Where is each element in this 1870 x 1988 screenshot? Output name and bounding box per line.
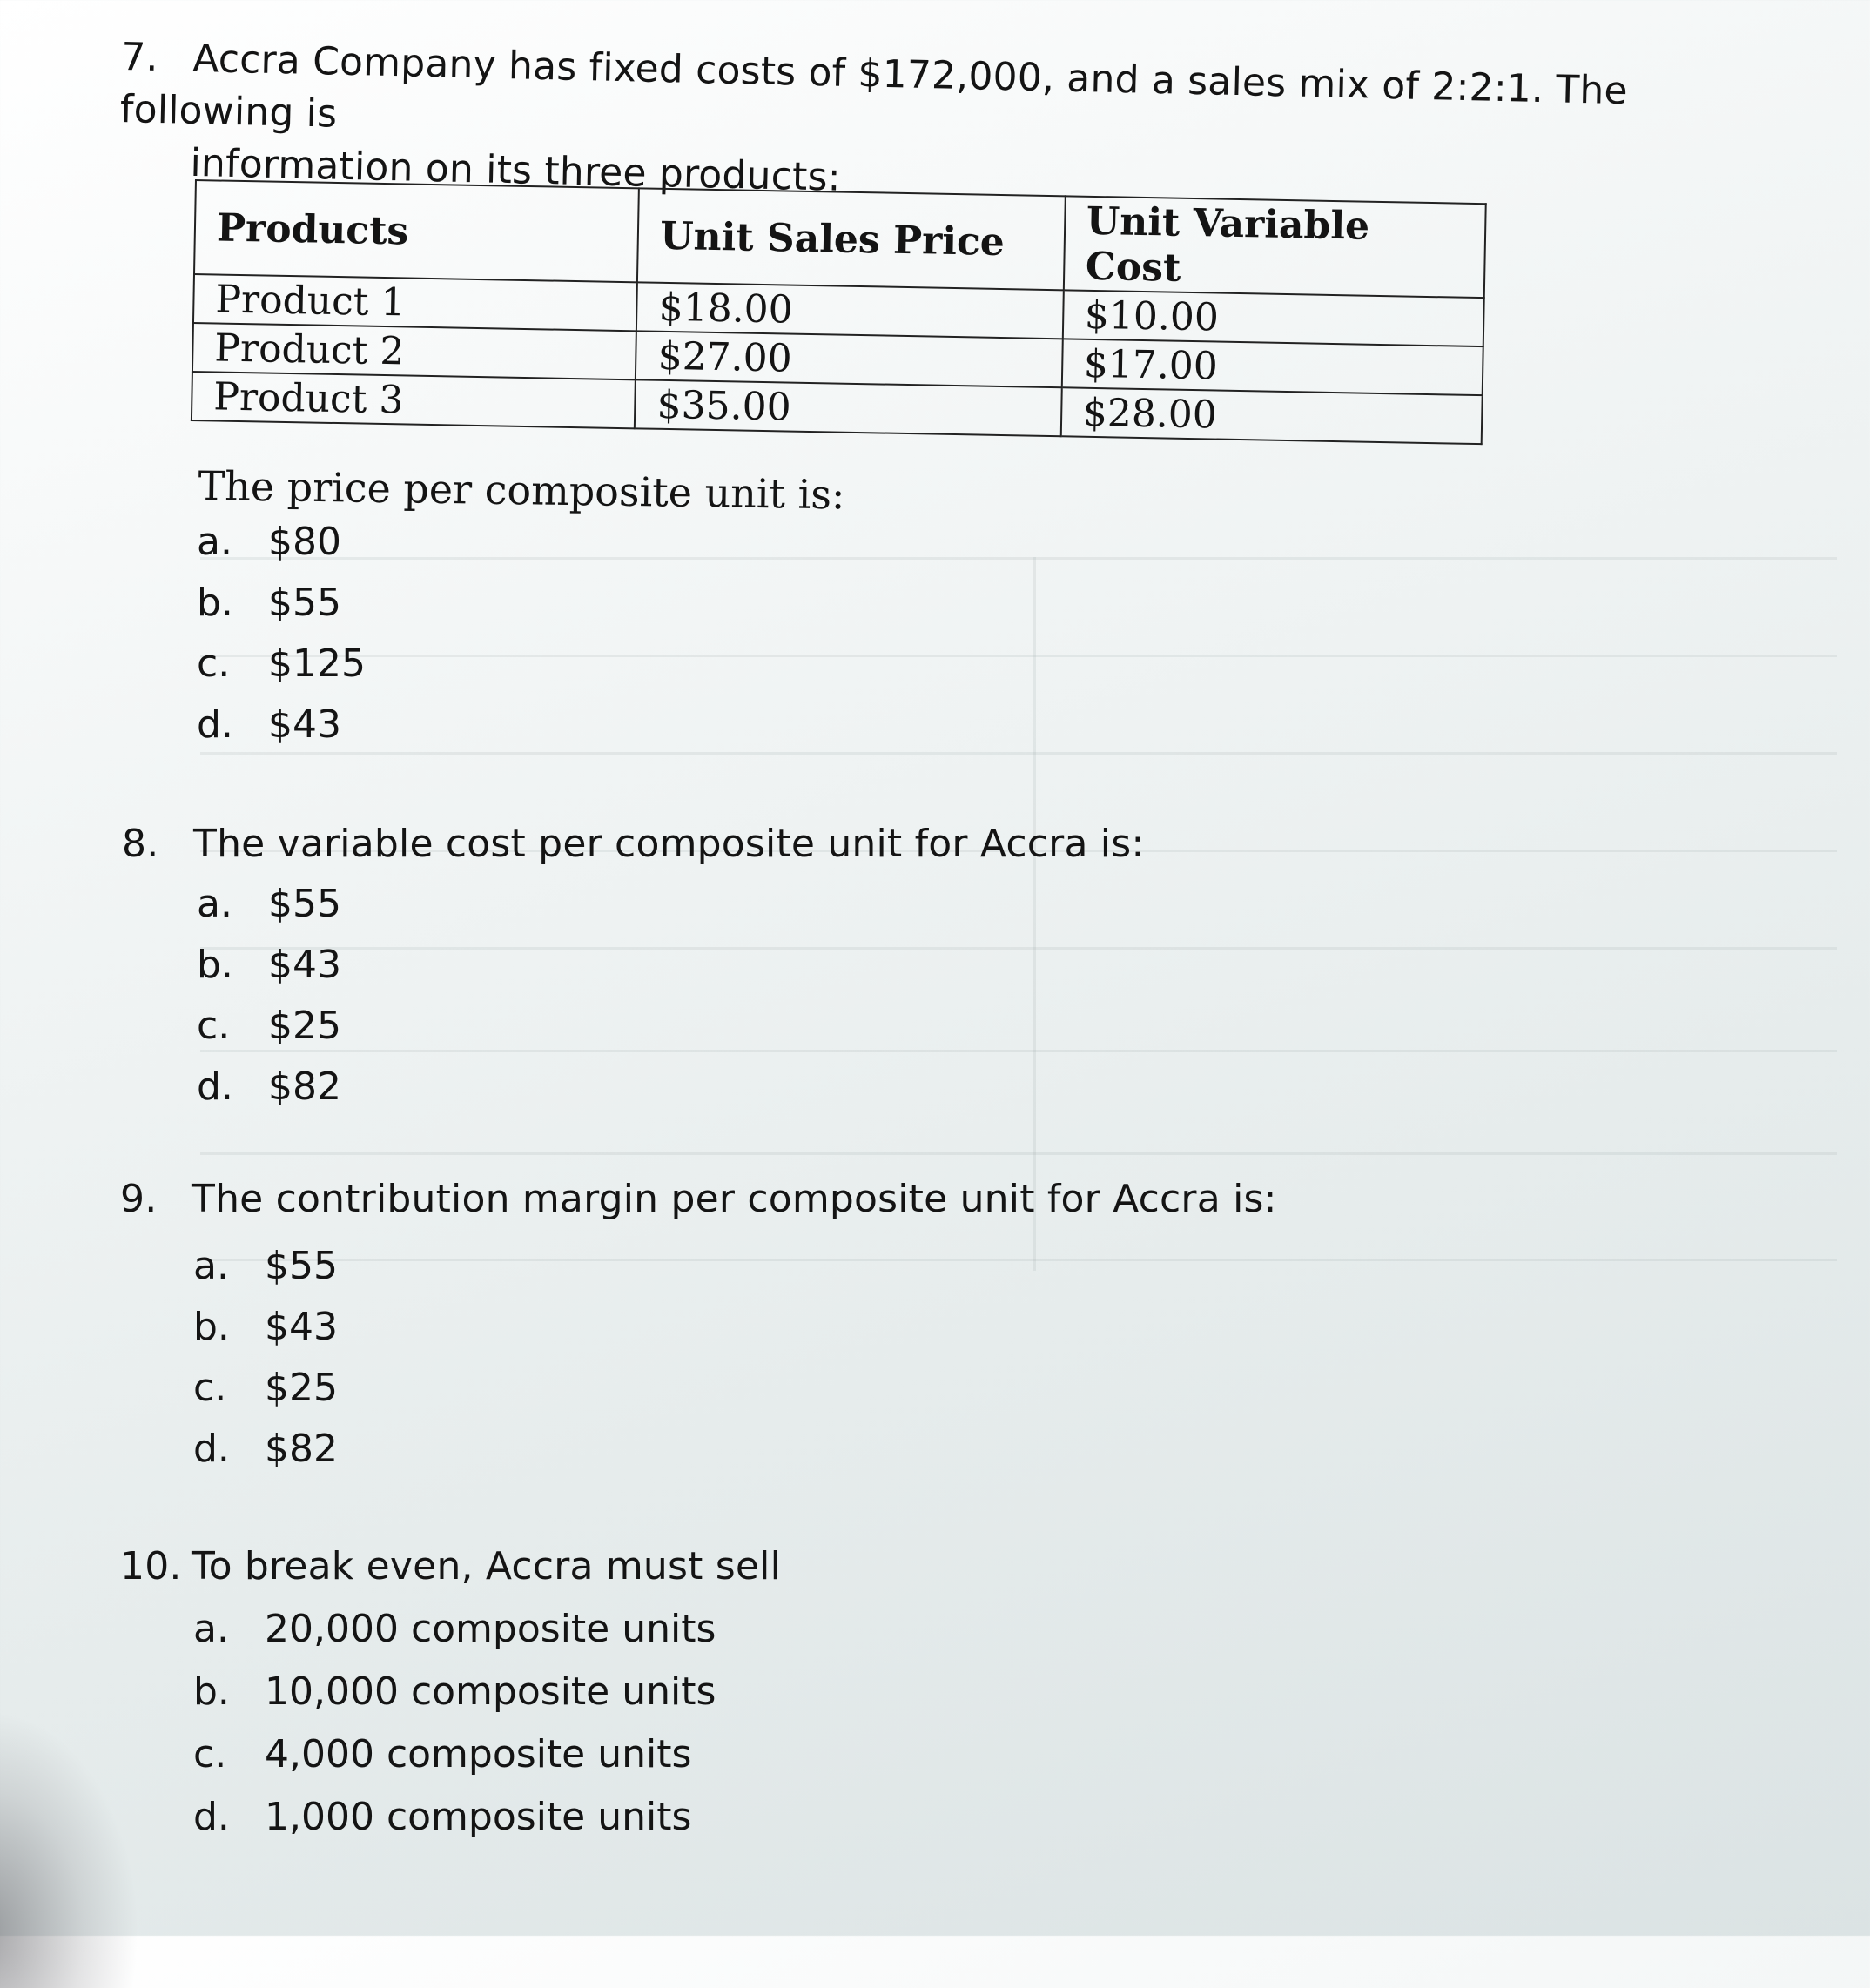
option-letter: b. — [193, 1305, 230, 1349]
question-number: 7. — [120, 34, 159, 80]
answer-options — [197, 874, 341, 1118]
option-text: $55 — [268, 882, 341, 926]
column-header: Unit Variable Cost — [1063, 196, 1485, 298]
table-cell: $18.00 — [636, 282, 1063, 339]
option-letter: b. — [193, 1669, 230, 1714]
option-letter: b. — [197, 943, 233, 987]
table-cell: $28.00 — [1060, 387, 1482, 444]
option-b[interactable] — [193, 1297, 338, 1358]
question-10 — [120, 1541, 781, 1593]
question-9 — [120, 1173, 1277, 1226]
option-c[interactable] — [197, 634, 366, 695]
option-c[interactable] — [193, 1358, 338, 1419]
table-cell: $35.00 — [635, 379, 1061, 436]
question-number: 8. — [122, 822, 159, 866]
option-b[interactable] — [197, 573, 366, 634]
option-text: $125 — [268, 641, 366, 686]
option-text: 4,000 composite units — [265, 1732, 692, 1776]
option-a[interactable] — [197, 512, 366, 573]
option-b[interactable] — [197, 935, 341, 996]
option-d[interactable] — [193, 1786, 716, 1849]
question-text: Accra Company has fixed costs of $172,000, and a sales mix of 2:2:1. The following is — [119, 36, 1629, 137]
option-b[interactable] — [193, 1661, 716, 1723]
table-cell: Product 3 — [192, 372, 636, 428]
option-d[interactable] — [197, 1057, 341, 1118]
option-d[interactable] — [193, 1419, 338, 1480]
hand-shadow — [0, 1709, 139, 1988]
option-letter: d. — [197, 1065, 233, 1109]
option-letter: a. — [197, 520, 232, 564]
option-letter: c. — [193, 1366, 227, 1410]
show-through-line — [200, 1152, 1837, 1155]
column-header: Unit Sales Price — [637, 188, 1065, 290]
question-prompt: The price per composite unit is: — [198, 461, 845, 519]
option-text: $82 — [268, 1065, 341, 1109]
column-header: Products — [194, 180, 639, 282]
table-cell: $17.00 — [1061, 339, 1483, 395]
option-text: $80 — [268, 520, 341, 564]
option-letter: c. — [193, 1732, 227, 1776]
option-text: $43 — [268, 702, 341, 747]
question-text: To break even, Accra must sell — [192, 1544, 781, 1588]
table-cell: Product 1 — [193, 274, 637, 331]
option-letter: a. — [193, 1607, 229, 1651]
option-text: $43 — [268, 943, 341, 987]
option-d[interactable] — [197, 695, 366, 756]
option-letter: c. — [197, 1004, 231, 1048]
show-through-line — [200, 1050, 1837, 1052]
option-text: $55 — [265, 1244, 338, 1288]
option-letter: a. — [197, 882, 232, 926]
option-text: $82 — [265, 1427, 338, 1471]
answer-options — [193, 1598, 716, 1849]
option-c[interactable] — [193, 1723, 716, 1786]
option-text: 1,000 composite units — [265, 1795, 692, 1839]
option-letter: c. — [197, 641, 231, 686]
option-text: 10,000 composite units — [265, 1669, 716, 1714]
option-a[interactable] — [197, 874, 341, 935]
show-through-line — [1033, 557, 1036, 1271]
option-text: $43 — [265, 1305, 338, 1349]
answer-options — [197, 512, 366, 756]
question-number: 10. — [120, 1544, 182, 1588]
answer-options — [193, 1236, 338, 1480]
option-c[interactable] — [197, 996, 341, 1057]
table-cell: $27.00 — [636, 331, 1062, 387]
question-8 — [122, 818, 1144, 870]
show-through-line — [200, 557, 1837, 560]
question-text: The contribution margin per composite unit for Accra is: — [192, 1177, 1277, 1221]
option-a[interactable] — [193, 1598, 716, 1661]
option-text: $25 — [265, 1366, 338, 1410]
show-through-line — [200, 655, 1837, 657]
option-letter: b. — [197, 581, 233, 625]
show-through-line — [200, 752, 1837, 755]
show-through-line — [200, 1259, 1837, 1261]
products-table — [191, 179, 1487, 445]
option-text: $25 — [268, 1004, 341, 1048]
option-letter: a. — [193, 1244, 229, 1288]
question-text-continued: information on its three products: — [190, 140, 842, 200]
option-text: $55 — [268, 581, 341, 625]
question-number: 9. — [120, 1177, 158, 1221]
option-a[interactable] — [193, 1236, 338, 1297]
option-letter: d. — [193, 1795, 230, 1839]
table-cell: Product 2 — [192, 323, 636, 379]
table-cell: $10.00 — [1062, 290, 1483, 346]
option-letter: d. — [193, 1427, 230, 1471]
question-text: The variable cost per composite unit for Accra is: — [193, 822, 1145, 866]
show-through-line — [200, 947, 1837, 950]
option-text: 20,000 composite units — [265, 1607, 716, 1651]
option-letter: d. — [197, 702, 233, 747]
